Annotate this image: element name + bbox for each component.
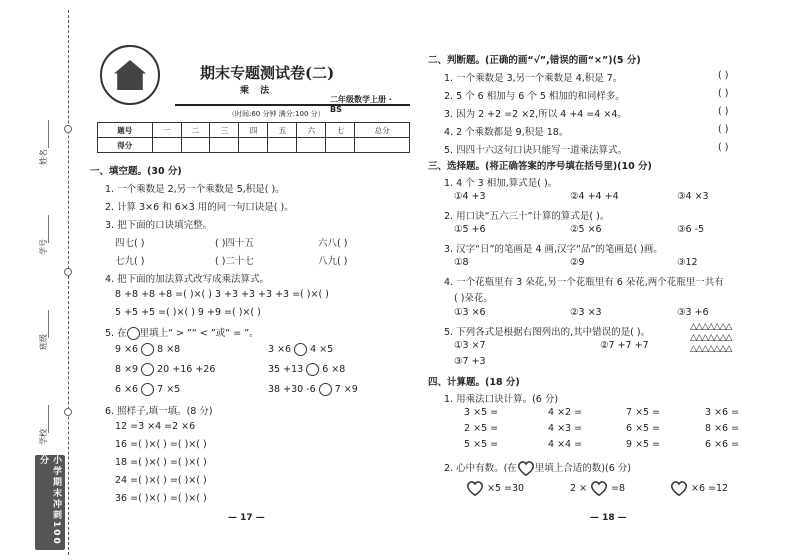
triangle-figure: △△△△△△△ xyxy=(690,333,732,343)
compare-circle[interactable] xyxy=(141,343,154,356)
compare-circle[interactable] xyxy=(141,383,154,396)
judge-item: 4. 2 个乘数都是 9,积是 18。 xyxy=(444,127,569,138)
compare-row xyxy=(268,363,345,376)
page-number: — 18 — xyxy=(590,513,627,523)
answer-blank[interactable]: ( ) xyxy=(718,142,729,153)
question xyxy=(444,460,631,476)
option: ③12 xyxy=(677,257,698,268)
judge-item: 1. 一个乘数是 3,另一个乘数是 4,积是 7。 xyxy=(444,73,623,84)
option: ①5 +6 xyxy=(454,224,486,235)
expr: 3 ×6 xyxy=(268,344,292,355)
calc: 6 ×6 = xyxy=(705,439,740,450)
expr: 4 ×5 xyxy=(310,344,334,355)
compare-circle[interactable] xyxy=(306,363,319,376)
option: ②7 +7 +7 xyxy=(600,340,649,351)
score-cell[interactable] xyxy=(239,138,268,153)
expr: 9 ×6 xyxy=(115,344,139,355)
compare-row xyxy=(115,363,215,376)
equation: 16 =( )×( ) =( )×( ) xyxy=(115,439,207,450)
question: 2. 用口诀“五六三十”计算的算式是( )。 xyxy=(444,211,610,222)
option: ①8 xyxy=(454,257,469,268)
section-title: 三、选择题。(将正确答案的序号填在括号里)(10 分) xyxy=(428,161,652,172)
cell: 得分 xyxy=(98,138,153,153)
blank: 八九( ) xyxy=(318,256,348,267)
expr: 8 ×9 xyxy=(115,364,139,375)
time-label: （时间:60 分钟 满分:100 分） xyxy=(228,110,325,118)
expr: 2 × xyxy=(570,483,588,494)
cell: 三 xyxy=(210,123,239,138)
heart-icon[interactable] xyxy=(670,481,688,496)
compare-row xyxy=(268,343,333,356)
answer-blank[interactable]: ( ) xyxy=(718,70,729,81)
margin-label-id: 学号 xyxy=(39,239,48,255)
compare-row xyxy=(268,383,358,396)
option: ①3 ×7 xyxy=(454,340,486,351)
question: 3. 汉字“日”的笔画是 4 画,汉字“品”的笔画是( )画。 xyxy=(444,244,663,255)
heart-icon[interactable] xyxy=(466,481,484,496)
expr: =8 xyxy=(611,483,626,494)
name-field[interactable] xyxy=(48,120,49,148)
option: ①4 +3 xyxy=(454,191,486,202)
house-icon xyxy=(114,60,146,90)
cell: 二 xyxy=(181,123,210,138)
calc: 4 ×4 = xyxy=(548,439,583,450)
option: ①3 ×6 xyxy=(454,307,486,318)
expr: ×6 =12 xyxy=(691,483,729,494)
blank: 四七( ) xyxy=(115,238,145,249)
equation: 18 =( )×( ) =( )×( ) xyxy=(115,457,207,468)
margin-label-school: 学校 xyxy=(39,429,48,445)
option: ②4 +4 +4 xyxy=(570,191,619,202)
divider xyxy=(175,104,410,106)
expr: 7 ×5 xyxy=(157,384,181,395)
margin-label-class: 班级 xyxy=(39,334,48,350)
calc: 9 ×5 = xyxy=(626,439,661,450)
heart-icon xyxy=(517,461,535,476)
brand-banner: 小学期末冲刺100分 xyxy=(35,455,65,550)
answer-blank[interactable]: ( ) xyxy=(718,124,729,135)
heart-equation xyxy=(670,481,728,496)
cell: 总分 xyxy=(355,123,410,138)
score-header-row xyxy=(98,123,410,138)
compare-circle xyxy=(127,327,140,340)
score-cell[interactable] xyxy=(210,138,239,153)
expr: ×5 =30 xyxy=(487,483,525,494)
question xyxy=(105,325,259,340)
score-cell[interactable] xyxy=(268,138,297,153)
question: 6. 照样子,填一填。(8 分) xyxy=(105,406,213,417)
score-cell[interactable] xyxy=(297,138,326,153)
option: ③7 +3 xyxy=(454,356,486,367)
school-field[interactable] xyxy=(48,405,49,433)
option: ③3 +6 xyxy=(677,307,709,318)
compare-circle[interactable] xyxy=(319,383,332,396)
option: ②3 ×3 xyxy=(570,307,602,318)
blank: ( )四十五 xyxy=(215,238,254,249)
cell: 五 xyxy=(268,123,297,138)
cell: 七 xyxy=(326,123,355,138)
binding-dot xyxy=(64,408,72,416)
equation: 24 =( )×( ) =( )×( ) xyxy=(115,475,207,486)
expr: 38 +30 -6 xyxy=(268,384,316,395)
blank: ( )二十七 xyxy=(215,256,254,267)
id-field[interactable] xyxy=(48,215,49,243)
heart-equation xyxy=(570,481,625,496)
option: ③4 ×3 xyxy=(677,191,709,202)
expr: 20 +16 +26 xyxy=(157,364,216,375)
option: ②9 xyxy=(570,257,585,268)
page-subtitle: 乘 法 xyxy=(240,86,274,96)
compare-row xyxy=(115,383,180,396)
question: ( )朵花。 xyxy=(454,293,493,304)
cell: 一 xyxy=(152,123,181,138)
answer-blank[interactable]: ( ) xyxy=(718,106,729,117)
option: ②5 ×6 xyxy=(570,224,602,235)
calc: 4 ×3 = xyxy=(548,423,583,434)
question: 1. 用乘法口诀计算。(6 分) xyxy=(444,394,559,405)
class-field[interactable] xyxy=(48,310,49,338)
judge-item: 5. 四四十六这句口诀只能写一道乘法算式。 xyxy=(444,145,628,156)
calc: 5 ×5 = xyxy=(464,439,499,450)
blank: 六八( ) xyxy=(318,238,348,249)
answer-blank[interactable]: ( ) xyxy=(718,88,729,99)
calc: 8 ×6 = xyxy=(705,423,740,434)
calc: 7 ×5 = xyxy=(626,407,661,418)
question: 5. 下列各式是根据右图列出的,其中错误的是( )。 xyxy=(444,327,651,338)
heart-icon[interactable] xyxy=(590,481,608,496)
cell: 六 xyxy=(297,123,326,138)
expr: 7 ×9 xyxy=(334,384,358,395)
section-title: 四、计算题。(18 分) xyxy=(428,377,520,388)
grade-label: 二年级数学上册 · BS xyxy=(330,95,392,114)
question: 1. 4 个 3 相加,算式是( )。 xyxy=(444,178,558,189)
margin-label-name: 姓名 xyxy=(39,149,48,165)
page-number: — 17 — xyxy=(228,513,265,523)
expr: 8 ×8 xyxy=(157,344,181,355)
q5-text: 里填上“ > ”“ < ”或“ = ”。 xyxy=(139,328,259,339)
compare-circle[interactable] xyxy=(141,363,154,376)
calc: 4 ×2 = xyxy=(548,407,583,418)
question: 4. 把下面的加法算式改写成乘法算式。 xyxy=(105,274,270,285)
blank: 七九( ) xyxy=(115,256,145,267)
page-title: 期末专题测试卷(二) xyxy=(200,64,335,82)
question: 4. 一个花瓶里有 3 朵花,另一个花瓶里有 6 朵花,两个花瓶里一共有 xyxy=(444,277,724,288)
cell: 题号 xyxy=(98,123,153,138)
score-table xyxy=(97,122,410,153)
expr: 6 ×6 xyxy=(115,384,139,395)
expr: 6 ×8 xyxy=(322,364,346,375)
q-text: 里填上合适的数)(6 分) xyxy=(534,463,631,474)
right-page xyxy=(400,0,800,560)
score-value-row xyxy=(98,138,410,153)
triangle-figure: △△△△△△△ xyxy=(690,322,732,332)
calc: 6 ×5 = xyxy=(626,423,661,434)
example: 12 =3 ×4 =2 ×6 xyxy=(115,421,196,432)
compare-row xyxy=(115,343,180,356)
heart-equation xyxy=(466,481,524,496)
q5-text: 5. 在 xyxy=(105,328,127,339)
binding-dot xyxy=(64,125,72,133)
score-cell[interactable] xyxy=(326,138,355,153)
triangle-figure: △△△△△△△ xyxy=(690,344,732,354)
score-cell[interactable] xyxy=(152,138,181,153)
binding-line xyxy=(68,10,69,555)
question: 2. 计算 3×6 和 6×3 用的同一句口诀是( )。 xyxy=(105,202,294,213)
section-title: 二、判断题。(正确的画“√”,错误的画“×”)(5 分) xyxy=(428,55,641,66)
question: 3. 把下面的口诀填完整。 xyxy=(105,220,213,231)
cell: 四 xyxy=(239,123,268,138)
judge-item: 2. 5 个 6 相加与 6 个 5 相加的和同样多。 xyxy=(444,91,625,102)
equation: 8 +8 +8 +8 =( )×( ) 3 +3 +3 +3 +3 =( )×( ) xyxy=(115,289,329,300)
calc: 3 ×6 = xyxy=(705,407,740,418)
calc: 2 ×5 = xyxy=(464,423,499,434)
expr: 35 +13 xyxy=(268,364,304,375)
compare-circle[interactable] xyxy=(294,343,307,356)
question: 1. 一个乘数是 2,另一个乘数是 5,积是( )。 xyxy=(105,184,285,195)
binding-dot xyxy=(64,268,72,276)
section-title: 一、填空题。(30 分) xyxy=(90,166,182,177)
logo xyxy=(100,45,160,105)
calc: 3 ×5 = xyxy=(464,407,499,418)
equation: 5 +5 +5 =( )×( ) 9 +9 =( )×( ) xyxy=(115,307,261,318)
equation: 36 =( )×( ) =( )×( ) xyxy=(115,493,207,504)
option: ③6 -5 xyxy=(677,224,705,235)
score-cell[interactable] xyxy=(181,138,210,153)
judge-item: 3. 因为 2 +2 =2 ×2,所以 4 +4 =4 ×4。 xyxy=(444,109,627,120)
q-text: 2. 心中有数。(在 xyxy=(444,463,517,474)
